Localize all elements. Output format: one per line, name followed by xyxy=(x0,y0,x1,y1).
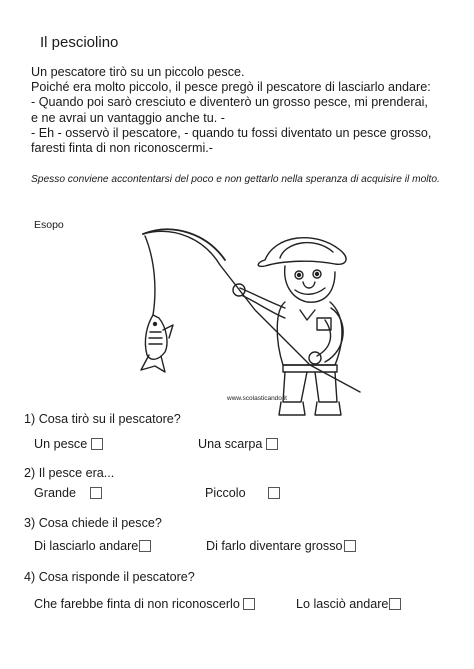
image-credit: www.scolasticando.it xyxy=(227,395,287,402)
answer-option[interactable] xyxy=(206,539,356,553)
question-3: 3) Cosa chiede il pesce? xyxy=(24,516,162,530)
answer-option[interactable] xyxy=(296,597,401,611)
question-1: 1) Cosa tirò su il pescatore? xyxy=(24,412,181,426)
story-line: Poiché era molto piccolo, il pesce pregò il pescatore di lasciarlo andare: xyxy=(31,80,431,95)
answer-checkbox[interactable] xyxy=(389,598,401,610)
answer-checkbox[interactable] xyxy=(243,598,255,610)
answer-label: Di farlo diventare grosso xyxy=(206,539,343,553)
author-name: Esopo xyxy=(34,219,64,231)
answer-option[interactable] xyxy=(34,486,102,500)
answer-option[interactable] xyxy=(34,539,151,553)
hat-icon xyxy=(258,238,346,267)
answer-option[interactable] xyxy=(34,597,255,611)
page-title: Il pesciolino xyxy=(40,34,119,51)
answer-checkbox[interactable] xyxy=(266,438,278,450)
answer-label: Che farebbe finta di non riconoscerlo xyxy=(34,597,240,611)
answer-checkbox[interactable] xyxy=(268,487,280,499)
answer-checkbox[interactable] xyxy=(139,540,151,552)
fisherman-illustration xyxy=(135,220,365,420)
answer-option[interactable] xyxy=(205,486,280,500)
answer-label: Un pesce xyxy=(34,437,88,451)
answer-label: Piccolo xyxy=(205,486,246,500)
answer-label: Di lasciarlo andare xyxy=(34,539,139,553)
fishing-rod xyxy=(143,231,360,392)
story-text xyxy=(31,65,461,156)
question-2: 2) Il pesce era... xyxy=(24,466,115,480)
answer-label: Una scarpa xyxy=(198,437,263,451)
question-4: 4) Cosa risponde il pescatore? xyxy=(24,570,195,584)
answer-checkbox[interactable] xyxy=(344,540,356,552)
story-line: faresti finta di non riconoscermi.- xyxy=(31,141,213,156)
story-line: - Eh - osservò il pescatore, - quando tu fossi diventato un pesce grosso, xyxy=(31,125,432,140)
story-line: - Quando poi sarò cresciuto e diventerò un grosso pesce, mi prenderai, xyxy=(31,95,428,110)
story-line: e ne avrai un vantaggio anche tu. - xyxy=(31,110,225,125)
answer-checkbox[interactable] xyxy=(91,438,103,450)
moral-text: Spesso conviene accontentarsi del poco e non gettarlo nella speranza di acquisire il molto. xyxy=(31,174,440,185)
fish-icon xyxy=(141,315,173,372)
fishing-line xyxy=(145,236,155,315)
answer-option[interactable] xyxy=(34,437,103,451)
answer-option[interactable] xyxy=(198,437,278,451)
answer-label: Grande xyxy=(34,486,77,500)
story-line: Un pescatore tirò su un piccolo pesce. xyxy=(31,65,245,79)
answer-label: Lo lasciò andare xyxy=(296,597,389,611)
answer-checkbox[interactable] xyxy=(90,487,102,499)
